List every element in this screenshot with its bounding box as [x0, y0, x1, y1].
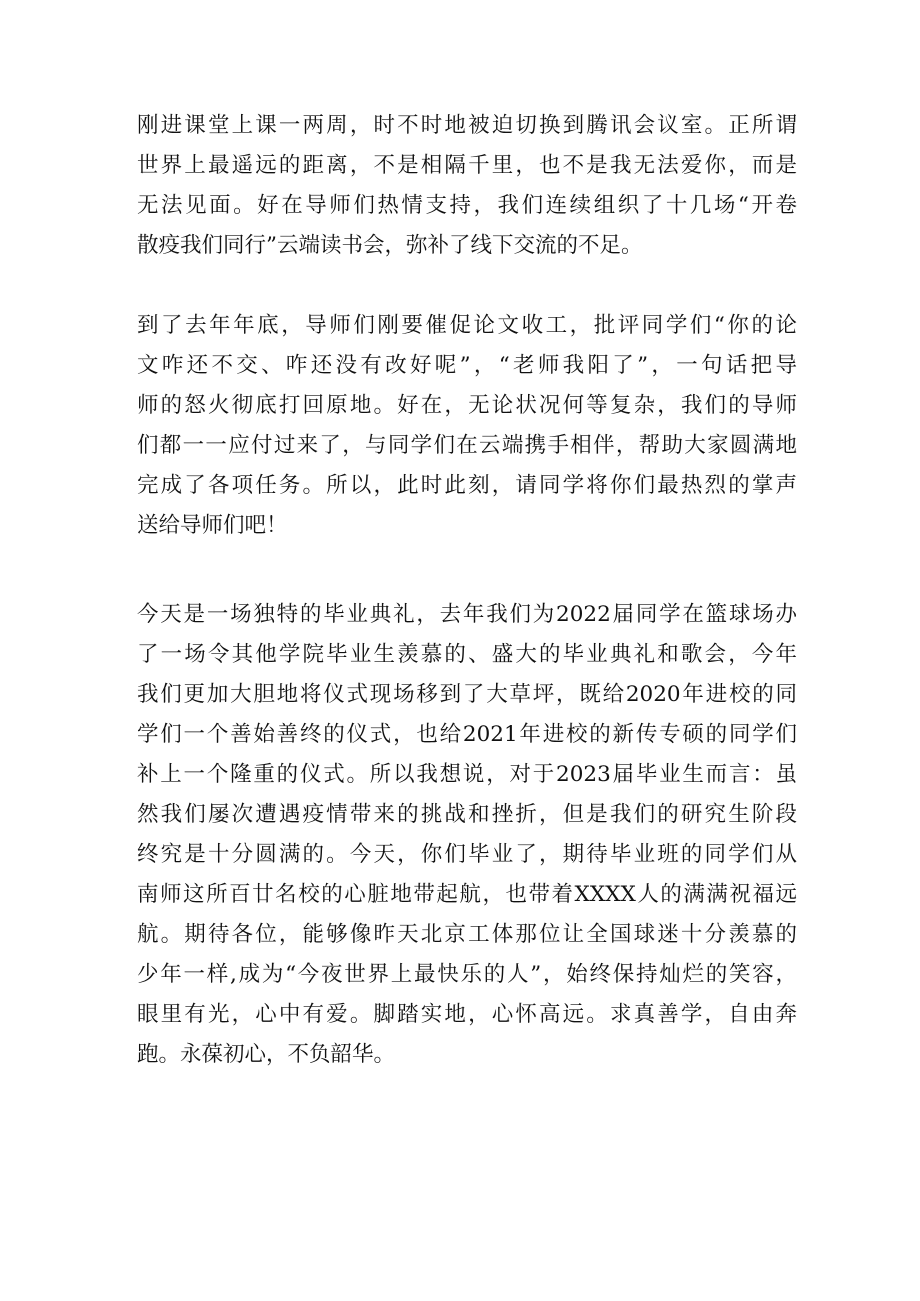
- text-line: 眼里有光，心中有爱。脚踏实地，心怀高远。求真善学，自由奔: [137, 1002, 797, 1027]
- text-line: 补上一个隆重的仪式。所以我想说，对于2023届毕业生而言：虽: [137, 762, 797, 787]
- text-line: 航。期待各位，能够像昨天北京工体那位让全国球迷十分羡慕的: [137, 922, 797, 947]
- text-line: 终究是十分圆满的。今天，你们毕业了，期待毕业班的同学们从: [137, 842, 797, 867]
- text-line: 送给导师们吧！: [137, 513, 288, 538]
- text-line: 少年一样,成为“今夜世界上最快乐的人”，始终保持灿烂的笑容，: [137, 962, 797, 987]
- text-line: 世界上最遥远的距离，不是相隔千里，也不是我无法爱你，而是: [137, 153, 797, 178]
- text-line: 散疫我们同行”云端读书会，弥补了线下交流的不足。: [137, 233, 643, 258]
- text-line: 们都一一应付过来了，与同学们在云端携手相伴，帮助大家圆满地: [137, 433, 797, 458]
- paragraph-online-reading-club: [137, 106, 797, 266]
- text-line: 完成了各项任务。所以，此时此刻，请同学将你们最热烈的掌声: [137, 473, 797, 498]
- text-line: 师的怒火彻底打回原地。好在，无论状况何等复杂，我们的导师: [137, 393, 797, 418]
- text-line: 到了去年年底，导师们刚要催促论文收工，批评同学们“你的论: [137, 313, 797, 338]
- text-line: 然我们屡次遭遇疫情带来的挑战和挫折，但是我们的研究生阶段: [137, 802, 797, 827]
- text-line: 我们更加大胆地将仪式现场移到了大草坪，既给2020年进校的同: [137, 682, 797, 707]
- text-line: 学们一个善始善终的仪式，也给2021年进校的新传专硕的同学们: [137, 722, 797, 747]
- text-line: 文咋还不交、咋还没有改好呢”，“老师我阳了”，一句话把导: [137, 353, 797, 378]
- text-line: 刚进课堂上课一两周，时不时地被迫切换到腾讯会议室。正所谓: [137, 113, 797, 138]
- text-line: 无法见面。好在导师们热情支持，我们连续组织了十几场“开卷: [137, 193, 797, 218]
- text-line: 南师这所百廿名校的心脏地带起航，也带着XXXX人的满满祝福远: [137, 882, 797, 907]
- paragraph-graduation-ceremony: [137, 595, 797, 1075]
- text-line: 了一场令其他学院毕业生羡慕的、盛大的毕业典礼和歌会，今年: [137, 642, 797, 667]
- paragraph-thanks-to-advisors: [137, 306, 797, 546]
- text-line: 今天是一场独特的毕业典礼，去年我们为2022届同学在篮球场办: [137, 602, 797, 627]
- text-line: 跑。永葆初心，不负韶华。: [137, 1042, 396, 1067]
